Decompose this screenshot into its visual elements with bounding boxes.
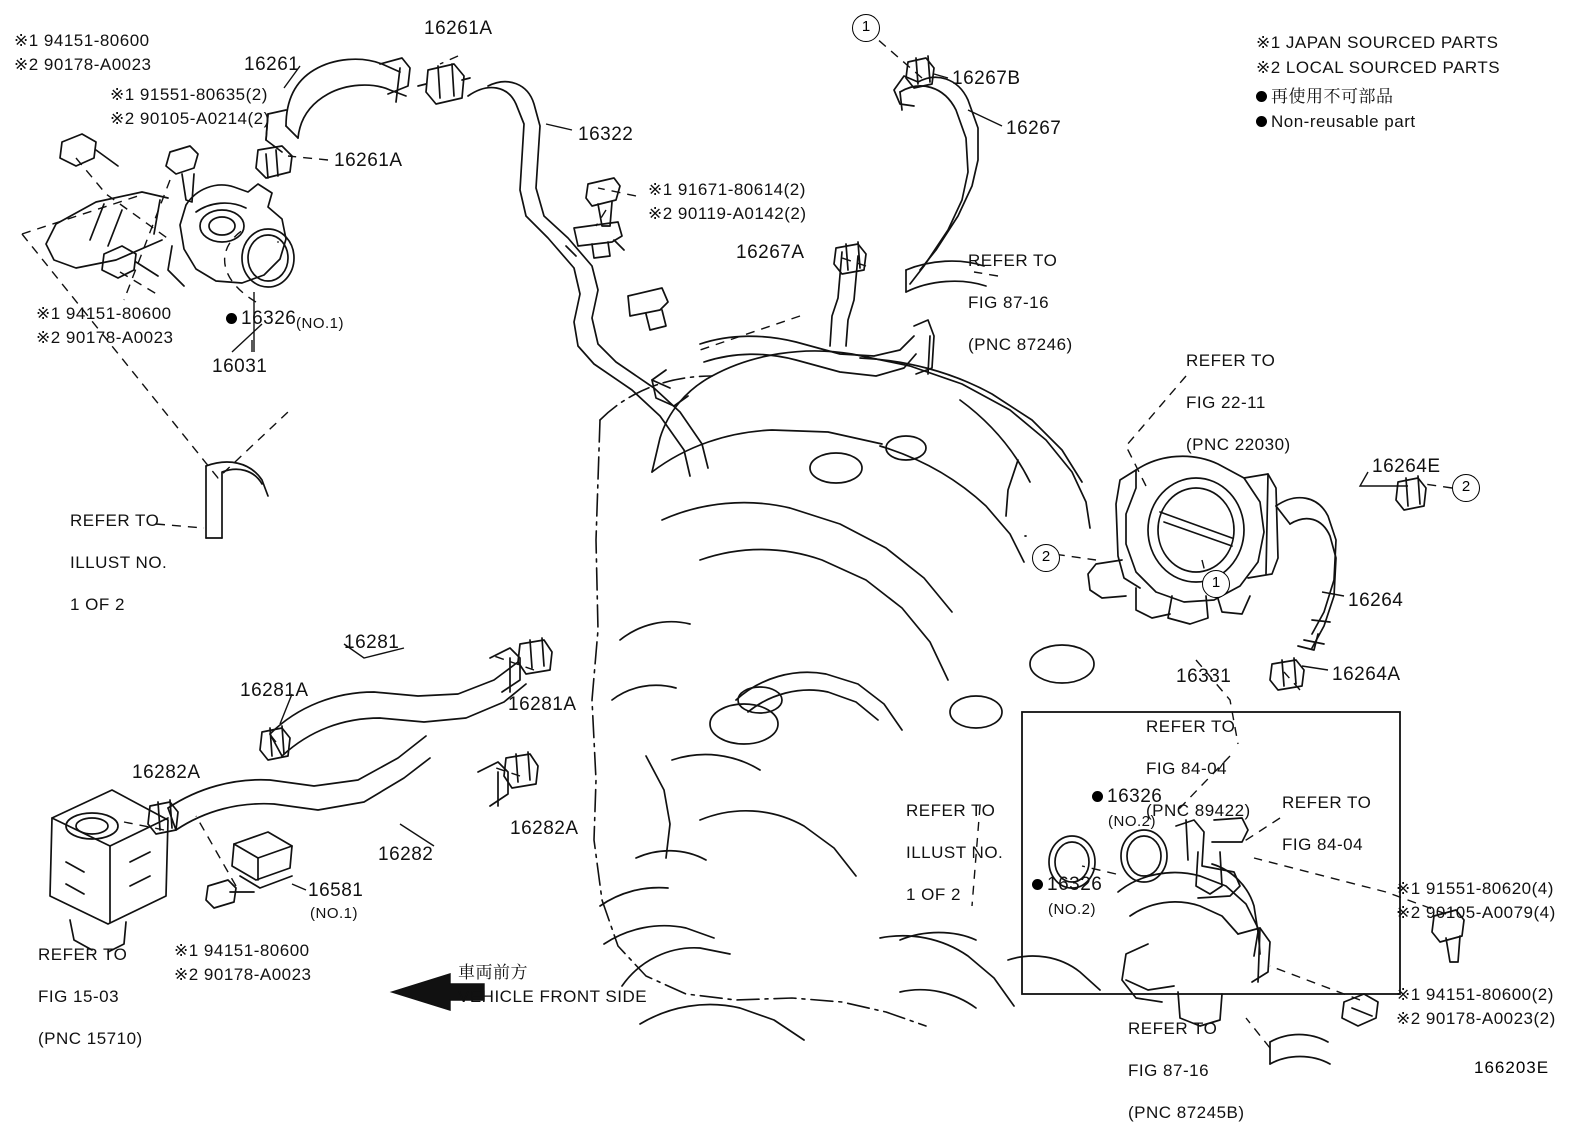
callout-16331: 16331 <box>1176 666 1232 687</box>
non-reusable-dot-icon <box>1256 91 1267 102</box>
source-marker-1-b: 1 <box>1202 570 1230 598</box>
source-marker-2-b: 2 <box>1032 544 1060 572</box>
legend-line-1: ※1 JAPAN SOURCED PARTS <box>1256 33 1499 52</box>
non-reusable-dot-icon-3 <box>226 313 237 324</box>
callout-90178-a0023-a: ※2 90178-A0023 <box>14 55 152 74</box>
callout-91671-80614: ※1 91671-80614(2) <box>648 180 806 199</box>
callout-94151-80600-c: ※1 94151-80600 <box>174 941 310 960</box>
callout-90178-a0023-c: ※2 90178-A0023 <box>174 965 312 984</box>
callout-16581-no1: (NO.1) <box>310 905 358 922</box>
refer-fig-84-04: REFER TO FIG 84-04 <box>1282 793 1372 854</box>
callout-16031: 16031 <box>212 356 268 377</box>
callout-94151-80600-d: ※1 94151-80600(2) <box>1396 985 1554 1004</box>
callout-16261a-housing: 16261A <box>334 150 403 171</box>
callout-16322: 16322 <box>578 124 634 145</box>
refer-fig-84-04-pnc89422: REFER TO FIG 84-04 (PNC 89422) <box>1146 717 1251 820</box>
callout-90119-a0142: ※2 90119-A0142(2) <box>648 204 807 223</box>
callout-90178-a0023-d: ※2 90178-A0023(2) <box>1396 1009 1556 1028</box>
non-reusable-dot-icon-4 <box>1092 791 1103 802</box>
callout-16267: 16267 <box>1006 118 1062 139</box>
refer-fig-87-16-pnc87245b: REFER TO FIG 87-16 (PNC 87245B) <box>1128 1019 1245 1122</box>
callout-91551-80635: ※1 91551-80635(2) <box>110 85 268 104</box>
callout-16267b: 16267B <box>952 68 1021 89</box>
refer-fig-87-16-pnc87246: REFER TO FIG 87-16 (PNC 87246) <box>968 251 1073 354</box>
legend-block <box>1256 32 1501 131</box>
callout-16326-no1: 16326 <box>226 308 296 329</box>
vehicle-front-jp: 車両前方 <box>458 963 528 982</box>
callout-16264a: 16264A <box>1332 664 1401 685</box>
callout-16326-no2-a: 16326 <box>1092 786 1162 807</box>
legend-line-2: ※2 LOCAL SOURCED PARTS <box>1256 58 1501 77</box>
legend-line-4: Non-reusable part <box>1256 111 1500 132</box>
callout-16261: 16261 <box>244 54 300 75</box>
callout-16326-no2-a-suffix: (NO.2) <box>1108 813 1156 830</box>
callout-16326-no2-b: 16326 <box>1032 874 1102 895</box>
diagram-code: 166203E <box>1474 1058 1550 1077</box>
callout-16282a-left: 16282A <box>132 762 201 783</box>
source-marker-1-a: 1 <box>852 14 880 42</box>
callout-94151-80600-b: ※1 94151-80600 <box>36 304 172 323</box>
callout-16326-no1-suffix: (NO.1) <box>296 315 344 332</box>
refer-fig-22-11-pnc22030: REFER TO FIG 22-11 (PNC 22030) <box>1186 351 1291 454</box>
refer-fig-15-03-pnc15710: REFER TO FIG 15-03 (PNC 15710) <box>38 945 143 1048</box>
callout-16264: 16264 <box>1348 590 1404 611</box>
callout-16282: 16282 <box>378 844 434 865</box>
callout-16261a-top: 16261A <box>424 18 493 39</box>
callout-91551-80620: ※1 91551-80620(4) <box>1396 879 1554 898</box>
callout-16264e: 16264E <box>1372 456 1441 477</box>
callout-90178-a0023-b: ※2 90178-A0023 <box>36 328 174 347</box>
callout-16281a-left: 16281A <box>240 680 309 701</box>
callout-94151-80600-a: ※1 94151-80600 <box>14 31 150 50</box>
non-reusable-dot-icon-2 <box>1256 116 1267 127</box>
refer-illust-no-1of2-left: REFER TO ILLUST NO. 1 OF 2 <box>70 511 168 614</box>
vehicle-front-en: VEHICLE FRONT SIDE <box>458 987 648 1006</box>
callout-16282a-right: 16282A <box>510 818 579 839</box>
callout-16581: 16581 <box>308 880 364 901</box>
refer-illust-no-1of2-mid: REFER TO ILLUST NO. 1 OF 2 <box>906 801 1004 904</box>
non-reusable-dot-icon-5 <box>1032 879 1043 890</box>
source-marker-2-a: 2 <box>1452 474 1480 502</box>
callout-16326-no2-b-suffix: (NO.2) <box>1048 901 1096 918</box>
callout-90105-a0079: ※2 90105-A0079(4) <box>1396 903 1556 922</box>
callout-16281a-right: 16281A <box>508 694 577 715</box>
legend-line-3: 再使用不可部品 <box>1256 86 1500 107</box>
callout-16281: 16281 <box>344 632 400 653</box>
callout-90105-a0214: ※2 90105-A0214(2) <box>110 109 270 128</box>
callout-16267a: 16267A <box>736 242 805 263</box>
